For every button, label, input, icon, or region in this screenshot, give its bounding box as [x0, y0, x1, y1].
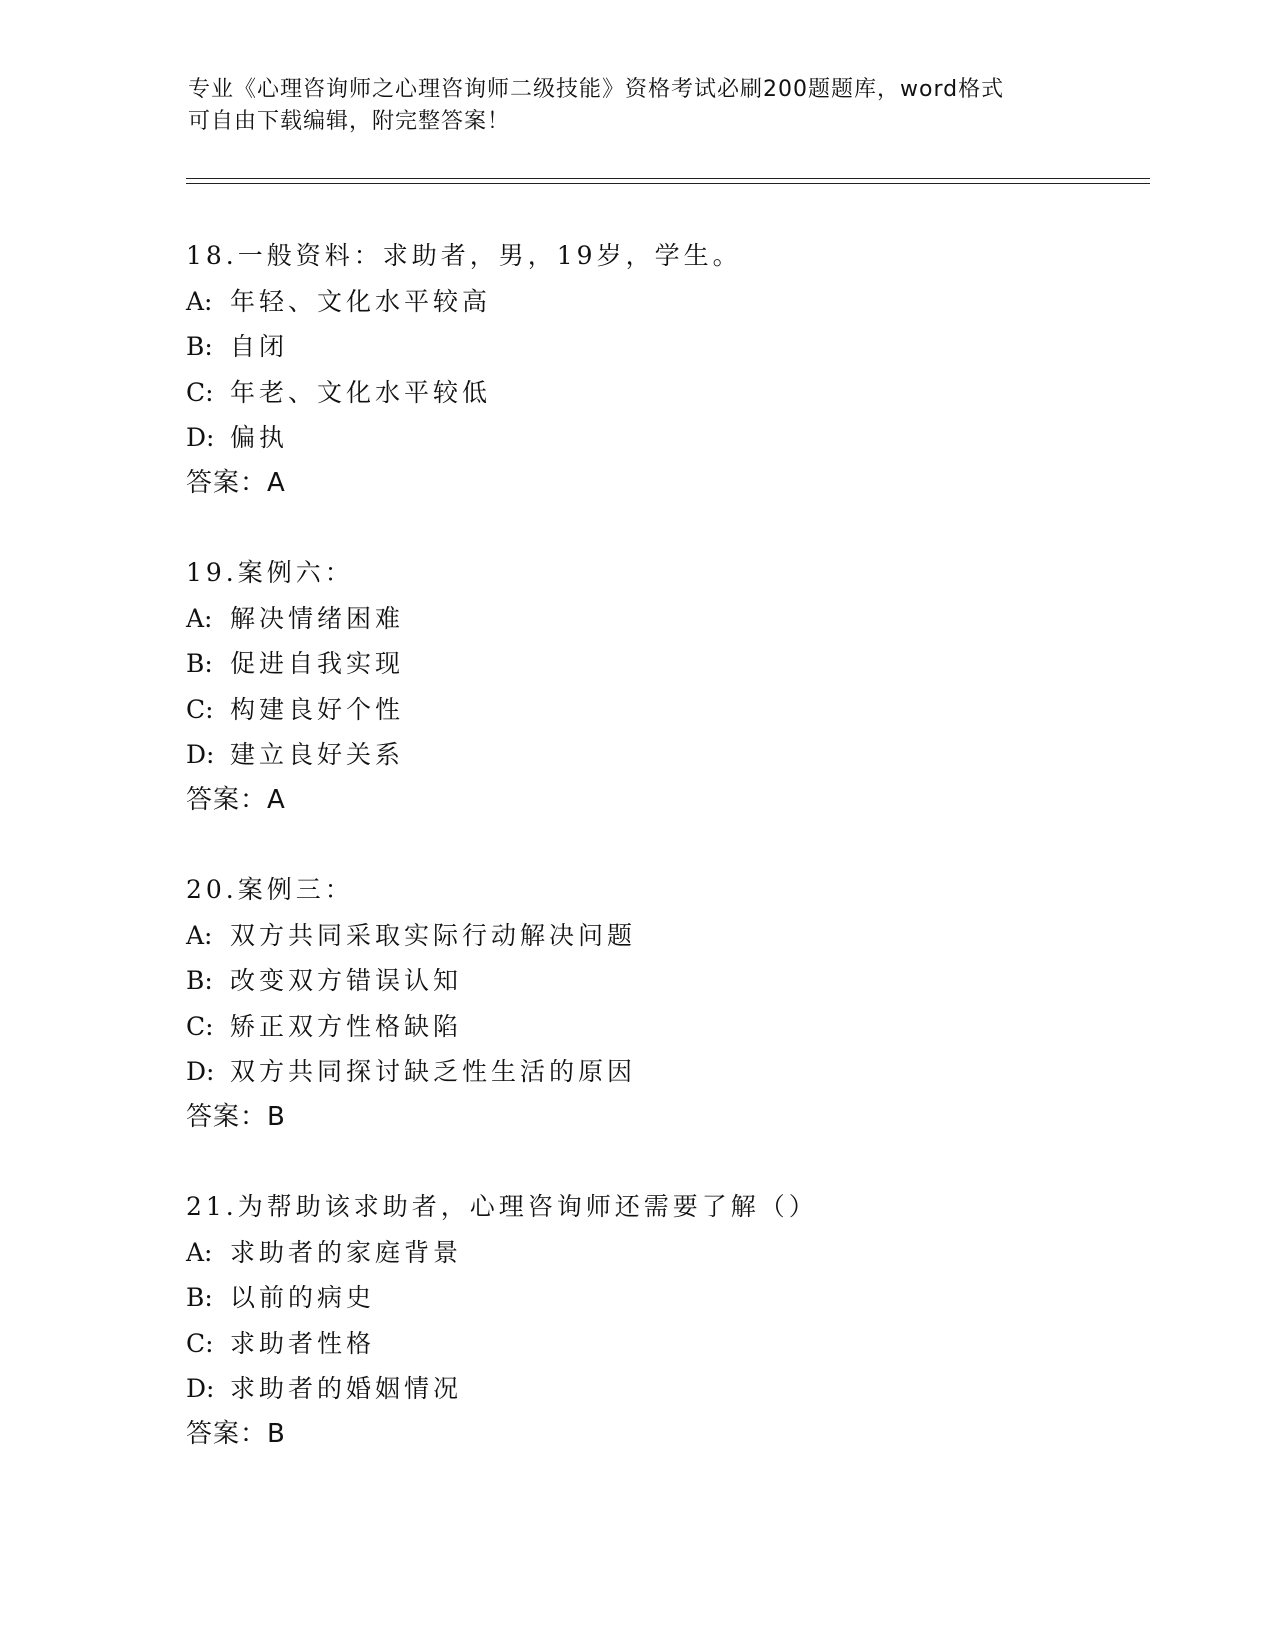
question-20: [186, 867, 1146, 1140]
answer-line: [186, 1412, 1146, 1458]
option-b: [186, 1275, 1146, 1321]
option-b: [186, 641, 1146, 687]
option-text: 年轻、文化水平较高: [230, 286, 492, 316]
option-b: [186, 958, 1146, 1004]
option-text: 促进自我实现: [230, 649, 405, 678]
question-stem: 18.一般资料：求助者，男，19岁，学生。: [186, 241, 742, 270]
option-d: [186, 1049, 1146, 1095]
question-19: [186, 550, 1146, 823]
option-d: [186, 415, 1146, 461]
option-text: 构建良好个性: [230, 694, 405, 724]
question-stem: 21.为帮助该求助者，心理咨询师还需要了解（）: [186, 1192, 818, 1221]
answer-line: [186, 1095, 1146, 1141]
option-key: B:: [186, 966, 213, 995]
option-key: B:: [186, 649, 213, 678]
option-key: C:: [186, 377, 214, 407]
option-key: D:: [186, 423, 215, 452]
header-divider-top: [186, 178, 1150, 179]
option-text: 双方共同探讨缺乏性生活的原因: [230, 1057, 637, 1086]
option-text: 解决情绪困难: [230, 603, 405, 633]
option-c: [186, 1321, 1146, 1367]
option-a: [186, 1230, 1146, 1276]
option-key: A:: [186, 1237, 213, 1267]
answer-line: [186, 778, 1146, 824]
option-d: [186, 1366, 1146, 1412]
option-key: A:: [186, 920, 213, 950]
option-c: [186, 687, 1146, 733]
option-c: [186, 1004, 1146, 1050]
option-text: 求助者的家庭背景: [230, 1237, 463, 1267]
option-a: [186, 279, 1146, 325]
option-key: A:: [186, 603, 213, 633]
answer-label: 答案：: [186, 1418, 268, 1449]
document-header: [188, 74, 1088, 138]
answer-value: A: [267, 467, 286, 498]
option-text: 求助者的婚姻情况: [230, 1374, 463, 1403]
question-18: [186, 233, 1146, 506]
header-line-1: 专业《心理咨询师之心理咨询师二级技能》资格考试必刷200题题库，word格式: [188, 77, 1005, 102]
option-text: 求助者性格: [230, 1328, 376, 1358]
question-stem: 20.案例三：: [186, 875, 354, 904]
question-21: [186, 1184, 1146, 1457]
option-key: D:: [186, 1374, 215, 1403]
answer-value: B: [267, 1101, 286, 1132]
answer-label: 答案：: [186, 467, 268, 498]
option-a: [186, 596, 1146, 642]
answer-label: 答案：: [186, 1101, 268, 1132]
option-key: C:: [186, 1328, 214, 1358]
option-text: 建立良好关系: [230, 740, 405, 769]
header-line-2: 可自由下载编辑，附完整答案！: [188, 109, 511, 134]
answer-label: 答案：: [186, 784, 268, 815]
header-divider-bottom: [186, 183, 1150, 184]
option-b: [186, 324, 1146, 370]
option-key: B:: [186, 332, 213, 361]
option-text: 自闭: [230, 332, 289, 361]
option-c: [186, 370, 1146, 416]
option-text: 改变双方错误认知: [230, 966, 463, 995]
option-d: [186, 732, 1146, 778]
option-text: 年老、文化水平较低: [230, 377, 492, 407]
option-key: B:: [186, 1283, 213, 1312]
option-key: D:: [186, 1057, 215, 1086]
answer-value: B: [267, 1418, 286, 1449]
option-key: C:: [186, 1011, 214, 1041]
answer-line: [186, 461, 1146, 507]
option-text: 以前的病史: [230, 1283, 376, 1312]
option-key: C:: [186, 694, 214, 724]
answer-value: A: [267, 784, 286, 815]
option-text: 偏执: [230, 423, 289, 452]
option-text: 矫正双方性格缺陷: [230, 1011, 463, 1041]
option-a: [186, 913, 1146, 959]
option-key: D:: [186, 740, 215, 769]
option-key: A:: [186, 286, 213, 316]
option-text: 双方共同采取实际行动解决问题: [230, 920, 637, 950]
question-stem: 19.案例六：: [186, 558, 354, 587]
